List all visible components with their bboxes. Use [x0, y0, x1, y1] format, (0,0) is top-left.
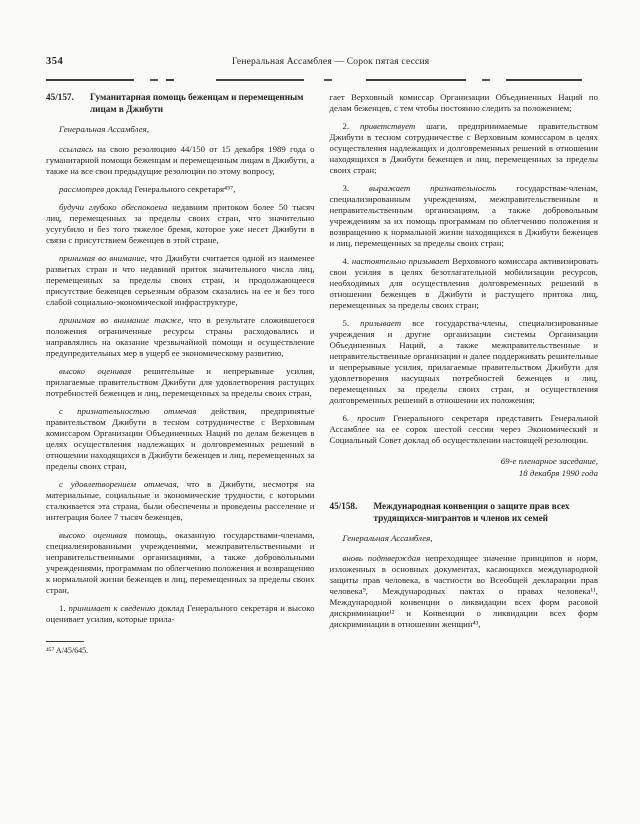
operative-paragraph — [330, 413, 599, 446]
paragraph-lead: принимает к сведению — [65, 602, 156, 613]
preamble-paragraph — [46, 202, 315, 246]
preamble-paragraph — [46, 366, 315, 399]
paragraph-text: на свою резолюцию 44/150 от 15 декабря 1989 года о гуманитарной помощи беженцам и перемещенным лицам в Джибути, а также на все свои предыдущие резолюции по этому вопросу, — [46, 143, 315, 176]
preamble-paragraph — [46, 479, 315, 523]
paragraph-text: помощь, оказанную государствами-членами, специализированными учреждениями, межправительственными и неправительственными организациями, а также добровольными учреждениями, программам по облегчению положения и возвращению к нормальной жизни беженцев и лиц, перемещенных за пределы своих стран, — [46, 529, 315, 595]
resolution-number: 45/158. — [329, 501, 358, 511]
resolution-title: Гуманитарная помощь беженцам и перемещенным лицам в Джибути — [90, 92, 304, 114]
adoption-note — [330, 456, 599, 479]
operative-paragraph — [330, 318, 599, 406]
paragraph-text: все государства-члены, специализированные учреждения и другие организации системы Организации Объединенных Наций, а также межправительственные и неправительственные организации и далее поддерживать решительные и непрерывные усилия, прилагаемые правительством Джибути для удовлетворения насущных потребностей беженцев и лиц, перемещенных за пределы своих стран, и осуществления долговременных решений в отношении их положения; — [329, 318, 598, 405]
paragraph-lead: вновь подтверждая — [342, 552, 421, 563]
paragraph-text: действия, предпринятые правительством Джибути в тесном сотрудничестве с Верховным комиссаром Организации Объединенных Наций по делам беженцев в целях осуществления надлежащих и долговременных решений в отношении находящихся в Джибути беженцев и лиц, перемещенных за пределы своих стран, — [46, 405, 315, 471]
paragraph-text: , что в результате сложившегося положения ограниченные ресурсы страны расходовались и направлялись на оказание чрезвычайной помощи и осуществление предупредительных мер в ущерб ее экономическому развитию, — [46, 314, 315, 358]
paragraph-lead: ссылаясь — [59, 143, 94, 154]
paragraph-text: недавним притоком более 50 тысяч лиц, перемещенных за пределы своих стран, что значительно усугубило и без того тяжелое бремя, которое уже несет Джибути в связи с присутствием беженцев в этой стране, — [46, 201, 315, 245]
preamble-paragraph — [46, 144, 315, 177]
paragraph-number: 5. — [342, 318, 350, 328]
resolution-157-heading — [46, 92, 315, 115]
operative-paragraph-1 — [46, 603, 315, 625]
paragraph-number: 2. — [342, 121, 350, 131]
sitting-line: 69-е пленарное заседание, — [500, 456, 598, 466]
paragraph-lead: будучи глубоко обеспокоена — [59, 201, 168, 212]
paragraph-lead: просит — [349, 413, 386, 423]
paragraph-lead: выражает признательность — [349, 183, 497, 193]
resolution-title: Международная конвенция о защите прав всех трудящихся-мигрантов и членов их семей — [373, 501, 570, 523]
paragraph-number: 1. — [59, 602, 66, 613]
opening-line: Генеральная Ассамблея, — [342, 533, 433, 543]
opening-line: Генеральная Ассамблея, — [59, 124, 149, 134]
paragraph-lead: призывает — [349, 318, 402, 328]
column-left — [46, 92, 315, 804]
paragraph-text: , что Джибути считается одной из наименее развитых стран и что недавний приток значительного числа лиц, перемещенных за пределы своих стран, и продолжающееся присутствие беженцев серьезным образом сказались на ее и без того слабой социально-экономической инфраструктуре, — [46, 252, 315, 307]
paragraph-text: шаги, предпринимаемые правительством Джибути в тесном сотрудничестве с Верховным комиссаром в целях осуществления надлежащих и долговременных решений в отношении находящихся в Джибути беженцев и лиц, перемещенных за пределы своих стран; — [329, 121, 598, 175]
resolution-number: 45/157. — [46, 92, 74, 102]
preamble-paragraph — [330, 553, 599, 630]
paragraph-text: непреходящее значение принципов и норм, изложенных в основных документах, касающихся международной защиты прав человека, в частности во Всеобщей декларации прав человека⁹, Международных пактах о правах человека¹¹, Международной конвенции о ликвидации всех форм расовой дискриминации¹² и Конвенции о ликвидации всех форм дискриминации в отношении женщин⁴³, — [329, 552, 599, 629]
paragraph-text: доклад Генерального секретаря⁴⁵⁷, — [104, 183, 236, 194]
footnote-rule — [46, 641, 84, 642]
paragraph-text: Генерального секретаря представить Генеральной Ассамблее на ее сорок шестой сессии через Экономический и Социальный Совет доклад об осуществлении настоящей резолюции. — [329, 413, 598, 445]
operative-paragraph — [330, 183, 599, 249]
paragraph-lead: высоко оценивая — [59, 365, 132, 376]
operative-paragraph — [330, 256, 599, 311]
paragraph-lead: принимая во внимание — [59, 252, 145, 263]
header-rule — [46, 79, 598, 82]
paragraph-lead: высоко оценивая — [59, 529, 128, 540]
resolution-158-heading — [330, 501, 599, 524]
paragraph-number: 6. — [342, 413, 350, 423]
operative-paragraph — [330, 121, 599, 176]
sitting-date: 18 декабря 1990 года — [518, 467, 598, 478]
paragraph-lead: приветствует — [349, 121, 416, 131]
footnote-text: ⁴⁵⁷ A/45/645. — [46, 645, 89, 655]
paragraph-text: доклад Генерального секретаря и высоко оценивает усилия, которые прила- — [46, 602, 315, 624]
page-number: 354 — [46, 56, 64, 67]
paragraph-text: решительные и непрерывные усилия, прилагаемые правительством Джибути для удовлетворения растущих потребностей беженцев и лиц, перемещенных за пределы своих стран, — [46, 365, 315, 398]
running-header — [46, 56, 598, 67]
two-column-body — [46, 92, 598, 804]
preamble-paragraph — [46, 530, 315, 596]
preamble-paragraph — [46, 184, 315, 195]
paragraph-lead: с признательностью отмечая — [59, 405, 197, 416]
preamble-paragraph — [46, 253, 315, 308]
paragraph-lead: принимая во внимание также — [59, 314, 182, 325]
paragraph-number: 4. — [342, 256, 350, 266]
column-right — [330, 92, 599, 804]
preamble-paragraph — [46, 315, 315, 359]
paragraph-number: 3. — [342, 183, 350, 193]
paragraph-text: Верховного комиссара активизировать свои усилия в целях безотлагательной мобилизации ресурсов, необходимых для осуществления долговременных решений в отношении беженцев в Джибути и растущего притока лиц, перемещенных за пределы своих стран; — [329, 256, 598, 310]
paragraph-lead: с удовлетворением отмечая — [59, 478, 177, 489]
paragraph-text: государствам-членам, специализированным учреждениям, межправительственным и неправительственным организациям, а также добровольным учреждениям за их помощь программам по облегчению положения и возвращению к нормальной жизни находящихся в Джибути беженцев и лиц, перемещенных за пределы своих стран; — [329, 183, 598, 248]
paragraph-lead: рассмотрев — [59, 183, 105, 194]
preamble-paragraph — [46, 406, 315, 472]
operative-paragraph-1-continuation: гает Верховный комиссар Организации Объединенных Наций по делам беженцев, с тем чтобы постоянно следить за положением; — [329, 92, 598, 113]
footnote-block — [46, 641, 315, 656]
paragraph-lead: настоятельно призывает — [349, 256, 450, 266]
paragraph-text: , что в Джибути, несмотря на материальные, социальные и экономические трудности, с которыми сталкивается эта страна, были обеспечены и проведены расселение и интеграция более 7 тысяч беженцев, — [46, 478, 315, 522]
running-title: Генеральная Ассамблея — Сорок пятая сессия — [231, 57, 430, 67]
